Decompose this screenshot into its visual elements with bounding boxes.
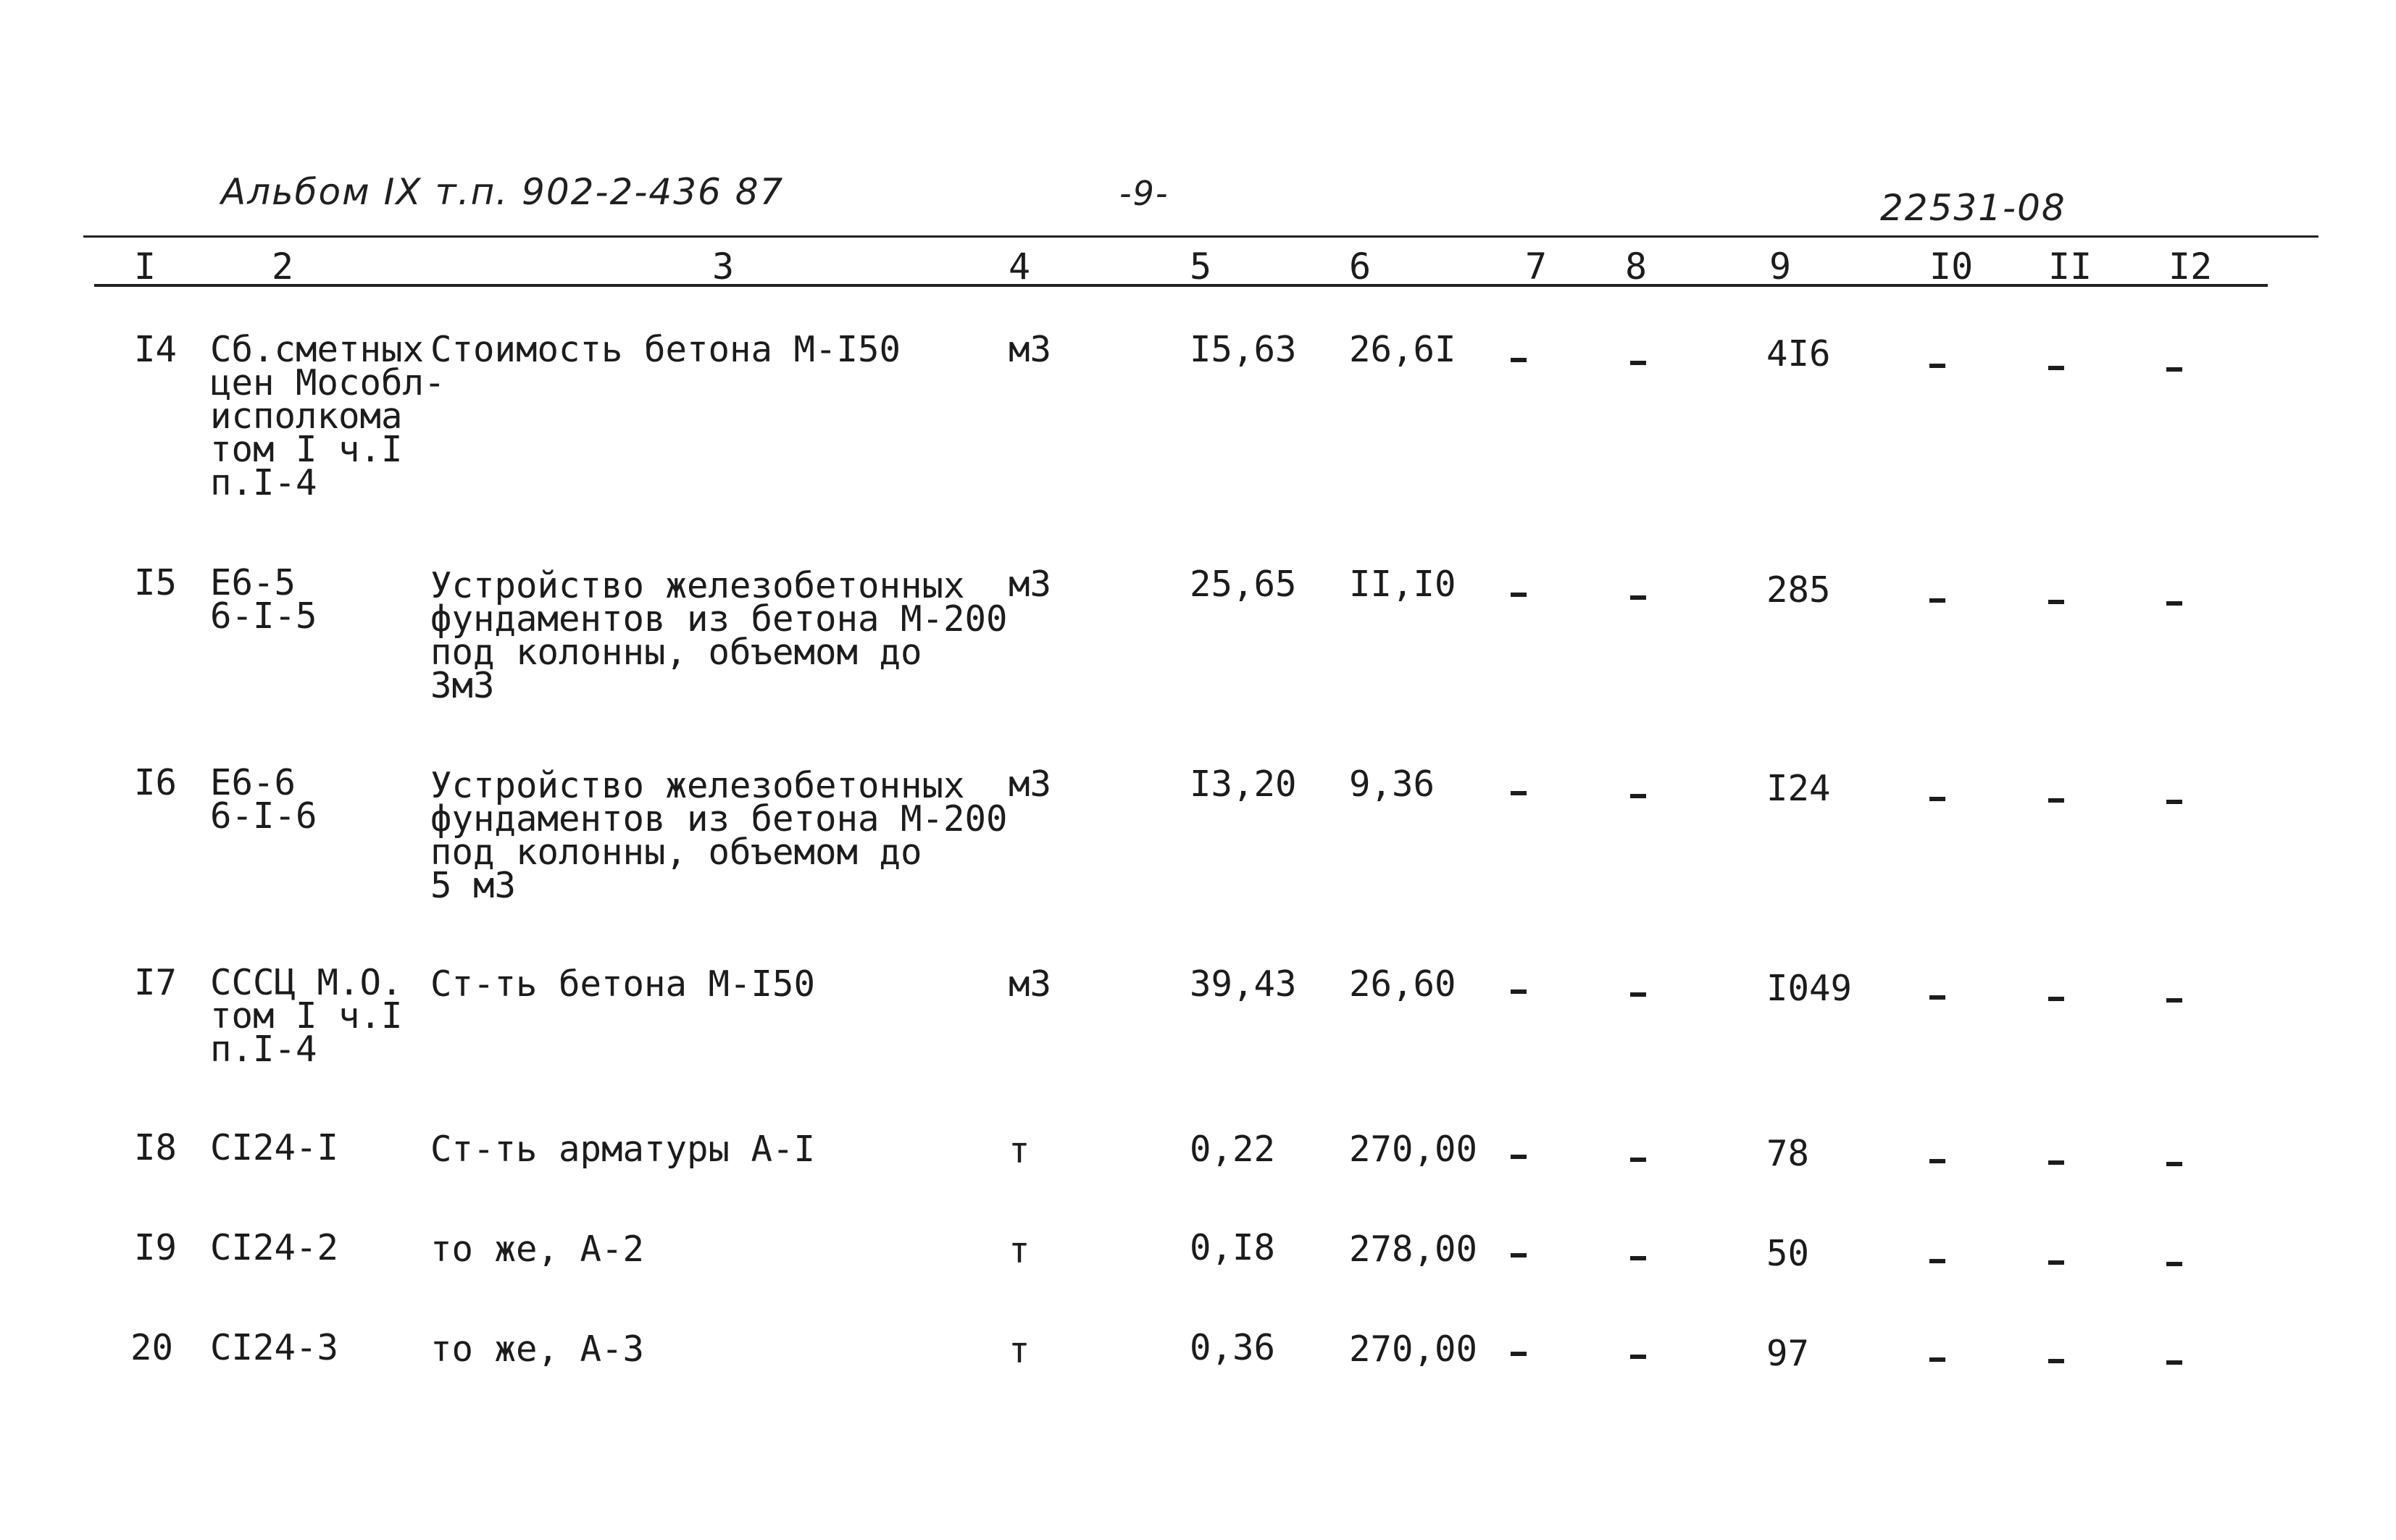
cell-col12-dash <box>2166 601 2182 606</box>
cell-col8-dash <box>1630 1158 1646 1162</box>
cell-col8-dash <box>1630 361 1646 365</box>
cell-col11-dash <box>2048 798 2064 803</box>
column-header: 6 <box>1349 246 1372 288</box>
column-header: 5 <box>1190 246 1212 288</box>
cell-col5: 39,43 <box>1190 963 1297 1005</box>
column-header: 4 <box>1009 246 1031 288</box>
cell-col8-dash <box>1630 794 1646 798</box>
column-header: I2 <box>2168 246 2213 288</box>
cell-code: Е6-6 6-I-6 <box>210 762 317 837</box>
cell-col6: 9,36 <box>1349 763 1435 805</box>
cell-col10-dash <box>1929 995 1945 1000</box>
cell-col10-dash <box>1929 1259 1945 1263</box>
cell-col5: 0,36 <box>1190 1327 1276 1368</box>
cell-col7-dash <box>1511 791 1527 795</box>
cell-code: СI24-3 <box>210 1327 339 1368</box>
cell-unit: м3 <box>1009 963 1052 1005</box>
cell-num: 20 <box>130 1327 174 1368</box>
page-number: -9- <box>1119 174 1169 213</box>
cell-col12-dash <box>2166 1162 2182 1166</box>
cell-unit: м3 <box>1009 329 1052 370</box>
cell-col8-dash <box>1630 595 1646 600</box>
cell-col11-dash <box>2048 366 2064 370</box>
column-header: 8 <box>1625 246 1648 288</box>
cell-col7-dash <box>1511 358 1527 362</box>
cell-unit: м3 <box>1009 763 1052 805</box>
cell-col9: 97 <box>1766 1333 1810 1374</box>
column-header: 2 <box>272 246 294 288</box>
cell-col5: I5,63 <box>1190 329 1297 370</box>
cell-col5: 0,22 <box>1190 1129 1276 1170</box>
cell-col6: 270,00 <box>1349 1328 1478 1370</box>
cell-col8-dash <box>1630 1355 1646 1359</box>
cell-desc: Стоимость бетона М-I50 <box>430 329 901 370</box>
cell-desc: то же, А-3 <box>430 1328 645 1370</box>
cell-num: I8 <box>134 1127 178 1168</box>
cell-col10-dash <box>1929 598 1945 603</box>
cell-col11-dash <box>2048 1160 2064 1165</box>
cell-code: Сб.сметных цен Мособл- исполкома том I ч.I п.I-4 <box>210 329 446 503</box>
cell-col9: 50 <box>1766 1233 1810 1274</box>
cell-col10-dash <box>1929 1159 1945 1163</box>
column-header: II <box>2048 246 2092 288</box>
cell-unit: м3 <box>1009 564 1052 605</box>
cell-col7-dash <box>1511 1253 1527 1257</box>
cell-col5: I3,20 <box>1190 763 1297 805</box>
album-reference: Альбом IX т.п. 902-2-436 87 <box>221 171 785 213</box>
cell-col7-dash <box>1511 593 1527 597</box>
cell-col9: 78 <box>1766 1133 1810 1174</box>
cell-col11-dash <box>2048 1260 2064 1265</box>
cell-col12-dash <box>2166 1262 2182 1266</box>
column-header: I <box>134 246 156 288</box>
cell-code: СI24-I <box>210 1127 339 1168</box>
cell-unit: т <box>1009 1330 1030 1371</box>
table-top-rule <box>83 235 2318 238</box>
cell-col11-dash <box>2048 600 2064 604</box>
cell-code: СI24-2 <box>210 1227 339 1268</box>
cell-col9: I049 <box>1766 968 1853 1009</box>
cell-num: I7 <box>134 962 178 1003</box>
cell-col5: 0,I8 <box>1190 1227 1276 1268</box>
cell-desc: Устройство железобетонных фундаментов из бетона М-200 под колонны, объемом до 5 м3 <box>430 765 1008 906</box>
cell-col8-dash <box>1630 1256 1646 1260</box>
cell-desc: то же, А-2 <box>430 1229 645 1270</box>
cell-col7-dash <box>1511 1352 1527 1356</box>
cell-col5: 25,65 <box>1190 564 1297 605</box>
cell-col10-dash <box>1929 1357 1945 1362</box>
cell-col7-dash <box>1511 989 1527 994</box>
cell-col9: I24 <box>1766 768 1831 809</box>
cell-col8-dash <box>1630 992 1646 997</box>
cell-col7-dash <box>1511 1155 1527 1159</box>
cell-col9: 285 <box>1766 569 1831 611</box>
cell-unit: т <box>1009 1230 1030 1271</box>
cell-col9: 4I6 <box>1766 333 1831 374</box>
cell-col10-dash <box>1929 364 1945 368</box>
cell-num: I6 <box>134 762 178 803</box>
cell-col6: II,I0 <box>1349 564 1456 605</box>
cell-desc: Ст-ть арматуры А-I <box>430 1129 816 1170</box>
cell-desc: Ст-ть бетона М-I50 <box>430 963 816 1005</box>
cell-col12-dash <box>2166 367 2182 372</box>
cell-col12-dash <box>2166 800 2182 804</box>
cell-col6: 278,00 <box>1349 1229 1478 1270</box>
column-header: 7 <box>1525 246 1548 288</box>
column-header: 3 <box>712 246 735 288</box>
cell-num: I5 <box>134 562 178 603</box>
cell-code: СССЦ М.О. том I ч.I п.I-4 <box>210 962 403 1070</box>
cell-num: I4 <box>134 329 178 370</box>
cell-col6: 270,00 <box>1349 1129 1478 1170</box>
cell-col11-dash <box>2048 1359 2064 1363</box>
column-header: I0 <box>1929 246 1974 288</box>
cell-unit: т <box>1009 1130 1030 1171</box>
cell-num: I9 <box>134 1227 178 1268</box>
cell-code: Е6-5 6-I-5 <box>210 562 317 637</box>
document-code: 22531-08 <box>1880 187 2066 229</box>
cell-col6: 26,6I <box>1349 329 1456 370</box>
cell-col12-dash <box>2166 998 2182 1003</box>
cell-col11-dash <box>2048 997 2064 1001</box>
cell-col12-dash <box>2166 1360 2182 1365</box>
cell-col10-dash <box>1929 797 1945 801</box>
cell-col6: 26,60 <box>1349 963 1456 1005</box>
cell-desc: Устройство железобетонных фундаментов из бетона М-200 под колонны, объемом до 3м3 <box>430 565 1008 706</box>
column-header: 9 <box>1769 246 1792 288</box>
